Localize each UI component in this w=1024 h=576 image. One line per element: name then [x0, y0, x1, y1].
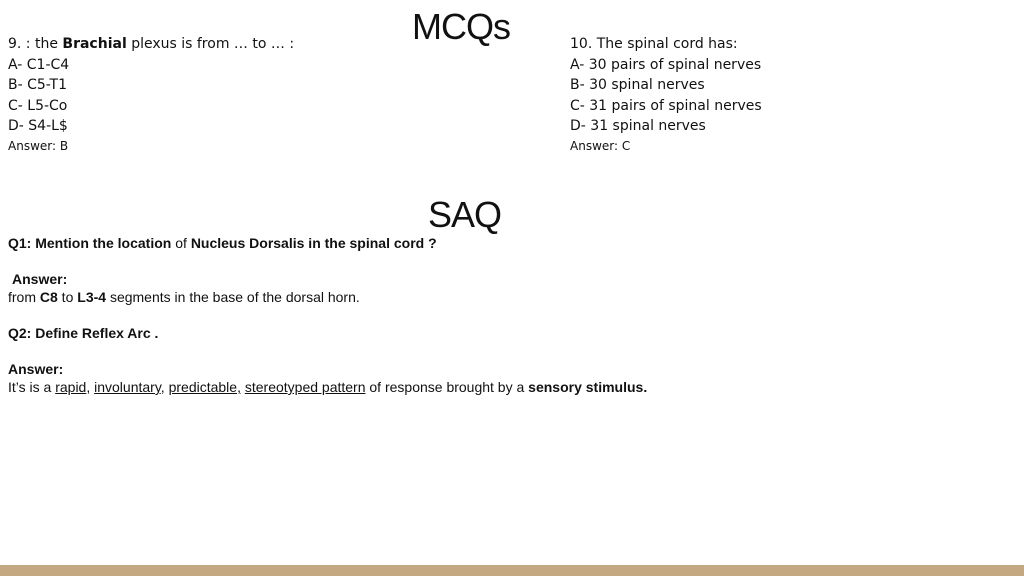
saq-q2-answer [8, 378, 647, 396]
saq-q1-answer-label [8, 270, 647, 288]
saq-q2-stereotyped: stereotyped pattern [244, 379, 366, 395]
saq-q1-part2: of [171, 235, 191, 251]
question-10-answer: Answer: C [570, 138, 631, 153]
question-9-suffix: plexus is from … to … : [126, 36, 295, 52]
question-9-option-a: A- C1-C4 [8, 56, 70, 73]
question-10-option-b: B- 30 spinal nerves [570, 77, 705, 93]
bottom-accent-bar [0, 565, 1024, 576]
saq-q1-answer-label-text: Answer: [12, 271, 68, 287]
question-9-bold-term: Brachial [62, 36, 127, 52]
question-9-prefix: 9. : the [8, 36, 63, 52]
saq-section [8, 234, 647, 396]
question-9-option-c: C- L5-Co [8, 97, 68, 114]
saq-heading: SAQ [428, 194, 502, 235]
saq-q2-involuntary: involuntary [94, 379, 161, 395]
saq-q2-comma1: , [86, 379, 95, 395]
saq-question-1 [8, 234, 647, 252]
saq-question-2 [8, 324, 647, 342]
saq-q1-part1: Q1: Mention the location [8, 235, 172, 251]
question-9-option-d: D- S4-L$ [8, 118, 68, 134]
question-10-option-d: D- 31 spinal nerves [570, 118, 706, 134]
saq-q2-text: Q2: Define Reflex Arc . [8, 325, 159, 341]
saq-q2-sensory: sensory stimulus. [528, 379, 648, 395]
saq-q2-ans-mid: of response brought by a [365, 379, 529, 395]
saq-q2-rapid: rapid [55, 379, 87, 395]
saq-q1-ans-l34: L3-4 [77, 289, 107, 305]
saq-q1-ans-to: to [57, 289, 78, 305]
question-9-option-b: B- C5-T1 [8, 77, 68, 93]
question-10-text: 10. The spinal cord has: [570, 36, 738, 52]
saq-q1-ans-c8: C8 [39, 289, 58, 305]
saq-q2-answer-label [8, 360, 647, 378]
mcqs-heading: MCQs [412, 6, 510, 47]
mcq-question-10 [570, 34, 762, 155]
question-10-option-a: A- 30 pairs of spinal nerves [570, 56, 762, 73]
saq-q2-ans-start: It’s is a [8, 379, 56, 395]
saq-q2-comma2: , [160, 379, 169, 395]
saq-q2-answer-label-text: Answer: [8, 361, 64, 377]
saq-q1-ans-from: from [8, 289, 40, 305]
saq-q1-answer [8, 288, 647, 306]
saq-q2-predictable: predictable, [168, 379, 241, 395]
mcq-question-9 [8, 34, 294, 155]
saq-q1-ans-rest: segments in the base of the dorsal horn. [106, 289, 360, 305]
question-9-text [8, 34, 294, 55]
question-10-option-c: C- 31 pairs of spinal nerves [570, 97, 762, 114]
saq-q1-part3: Nucleus Dorsalis in the spinal cord ? [190, 235, 437, 251]
question-9-answer: Answer: B [8, 138, 69, 153]
